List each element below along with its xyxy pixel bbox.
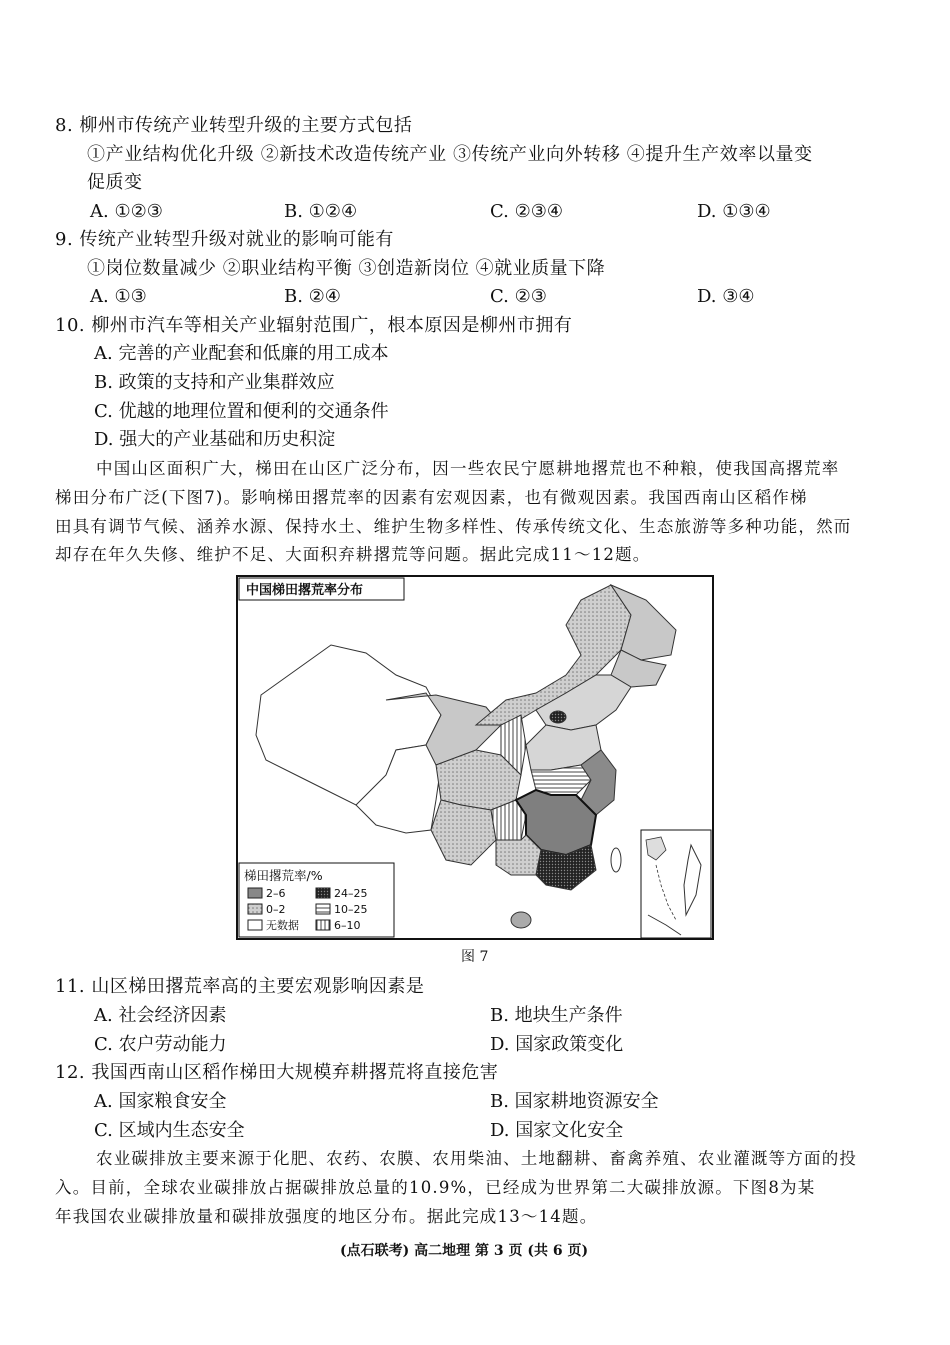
- q8-stem: 8. 柳州市传统产业转型升级的主要方式包括: [55, 115, 413, 136]
- q8-items-line2: 促质变: [87, 172, 143, 193]
- passage2-line2: 入。目前，全球农业碳排放占据碳排放总量的10.9%，已经成为世界第二大碳排放源。下图8为某: [55, 1178, 816, 1197]
- q12-option-d: D. 国家文化安全: [490, 1120, 624, 1141]
- q10-option-c: C. 优越的地理位置和便利的交通条件: [94, 401, 389, 422]
- passage1-line4: 却存在年久失修、维护不足、大面积弃耕撂荒等问题。据此完成11～12题。: [55, 545, 651, 564]
- q9-option-d: D. ③④: [697, 286, 755, 307]
- passage2-line3: 年我国农业碳排放量和碳排放强度的地区分布。据此完成13～14题。: [55, 1207, 598, 1226]
- q11-option-c: C. 农户劳动能力: [94, 1034, 227, 1055]
- legend-label-no-data: 无数据: [266, 919, 299, 932]
- figure-caption: 图 7: [461, 949, 489, 965]
- legend-swatch-10-25: [316, 904, 330, 914]
- q11-stem: 11. 山区梯田撂荒率高的主要宏观影响因素是: [55, 976, 425, 997]
- q10-option-b: B. 政策的支持和产业集群效应: [94, 372, 335, 393]
- q12-option-b: B. 国家耕地资源安全: [490, 1091, 659, 1112]
- legend-swatch-0-2: [248, 904, 262, 914]
- legend-label-10-25: 10–25: [334, 903, 368, 916]
- passage2-line1: 农业碳排放主要来源于化肥、农药、农膜、农用柴油、土地翻耕、畜禽养殖、农业灌溉等方面的投: [96, 1149, 858, 1168]
- terrace-abandonment-map: [236, 575, 714, 940]
- q12-stem: 12. 我国西南山区稻作梯田大规模弃耕撂荒将直接危害: [55, 1062, 499, 1083]
- q9-option-c: C. ②③: [490, 286, 547, 307]
- q9-items: ①岗位数量减少 ②职业结构平衡 ③创造新岗位 ④就业质量下降: [87, 258, 606, 279]
- legend-label-0-2: 0–2: [266, 903, 286, 916]
- q8-option-d: D. ①③④: [697, 201, 771, 222]
- page-footer: (点石联考) 高二地理 第 3 页 (共 6 页): [340, 1243, 589, 1259]
- q11-option-a: A. 社会经济因素: [94, 1005, 227, 1026]
- legend-swatch-2-6: [248, 888, 262, 898]
- legend-label-6-10: 6–10: [334, 919, 361, 932]
- map-title: 中国梯田撂荒率分布: [246, 583, 364, 598]
- legend-swatch-24-25: [316, 888, 330, 898]
- legend-label-24-25: 24–25: [334, 887, 368, 900]
- legend-swatch-6-10: [316, 920, 330, 930]
- q10-option-a: A. 完善的产业配套和低廉的用工成本: [94, 343, 389, 364]
- legend-label-2-6: 2–6: [266, 887, 286, 900]
- q12-option-c: C. 区域内生态安全: [94, 1120, 245, 1141]
- q11-option-b: B. 地块生产条件: [490, 1005, 623, 1026]
- q8-option-b: B. ①②④: [284, 201, 358, 222]
- q9-option-a: A. ①③: [90, 286, 147, 307]
- q9-option-b: B. ②④: [284, 286, 341, 307]
- legend-title: 梯田撂荒率/%: [244, 868, 323, 883]
- passage1-line3: 田具有调节气候、涵养水源、保持水土、维护生物多样性、传承传统文化、生态旅游等多种功能，然而: [55, 517, 852, 536]
- south-china-sea-inset: [641, 830, 711, 938]
- passage1-line1: 中国山区面积广大，梯田在山区广泛分布，因一些农民宁愿耕地撂荒也不种粮，使我国高撂荒率: [96, 459, 840, 478]
- q12-option-a: A. 国家粮食安全: [94, 1091, 227, 1112]
- passage1-line2: 梯田分布广泛(下图7)。影响梯田撂荒率的因素有宏观因素，也有微观因素。我国西南山区稻作梯: [55, 488, 808, 507]
- q8-items-line1: ①产业结构优化升级 ②新技术改造传统产业 ③传统产业向外转移 ④提升生产效率以量变: [87, 144, 813, 165]
- q10-stem: 10. 柳州市汽车等相关产业辐射范围广，根本原因是柳州市拥有: [55, 315, 573, 336]
- q9-stem: 9. 传统产业转型升级对就业的影响可能有: [55, 229, 394, 250]
- q8-option-a: A. ①②③: [90, 201, 163, 222]
- legend-swatch-no-data: [248, 920, 262, 930]
- q8-option-c: C. ②③④: [490, 201, 563, 222]
- q10-option-d: D. 强大的产业基础和历史积淀: [94, 429, 336, 450]
- q11-option-d: D. 国家政策变化: [490, 1034, 624, 1055]
